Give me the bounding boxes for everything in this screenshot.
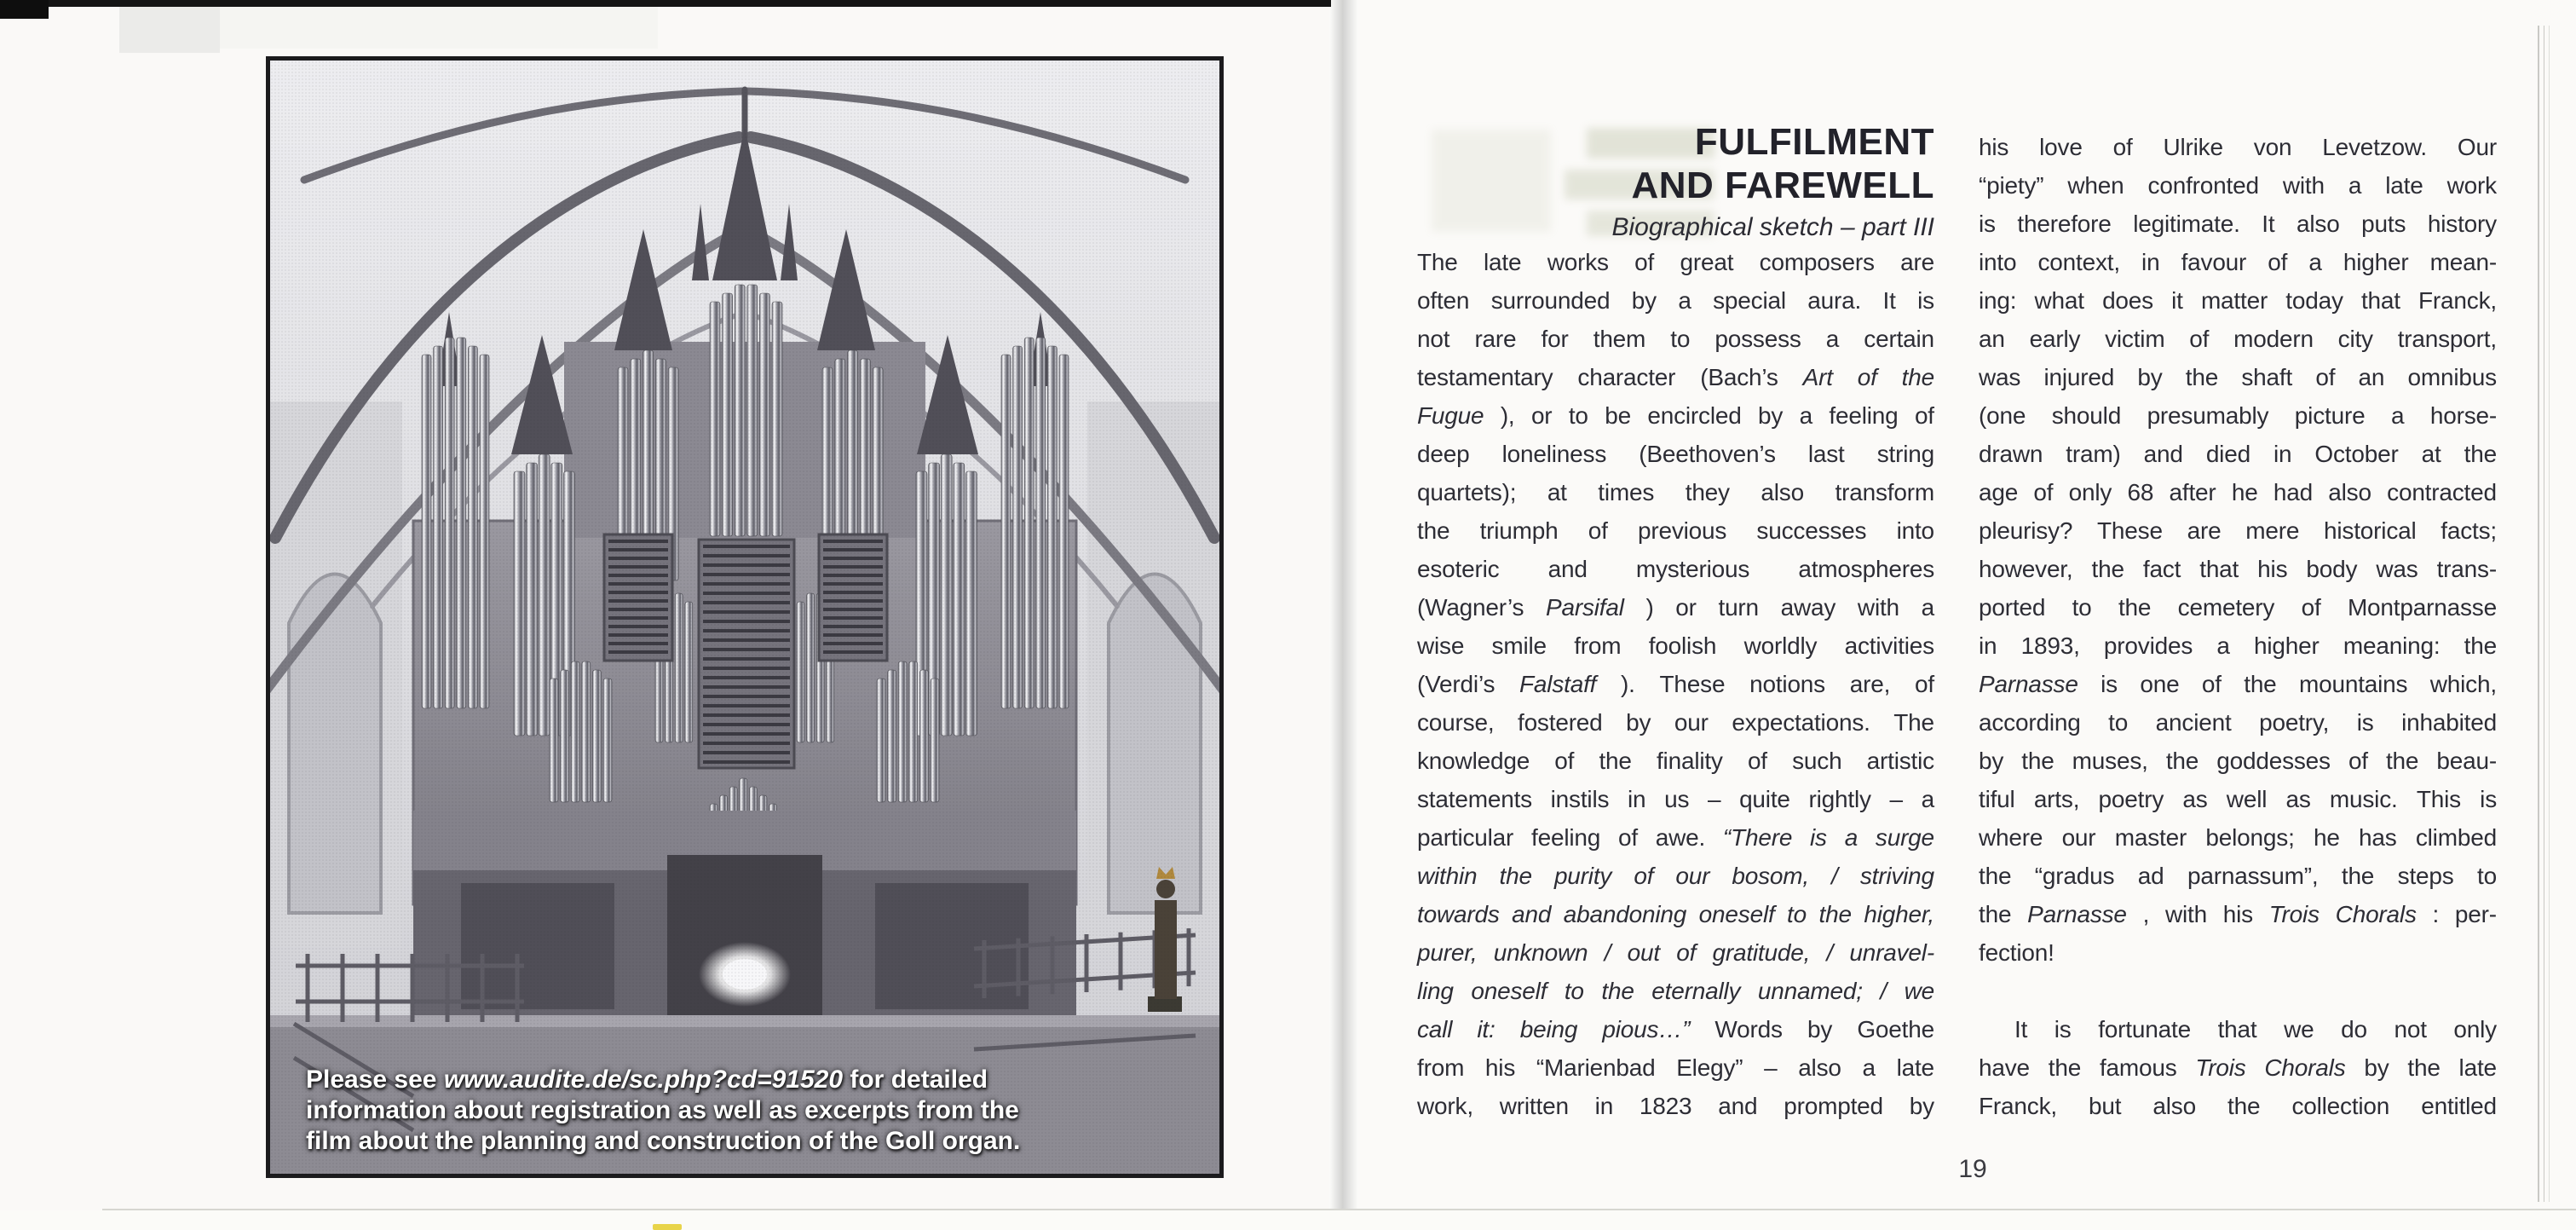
text-line: was injured by the shaft of an omnibus [1979,364,2497,390]
text-line: towards and abandoning oneself to the higher, [1417,901,1934,927]
text-line: often surrounded by a special aura. It is [1417,287,1934,314]
text-line: particular feeling of awe. “There is a surge [1417,824,1934,851]
text-line: call it: being pious…” Words by Goethe [1417,1016,1934,1042]
text-line: is therefore legitimate. It also puts history [1979,211,2497,237]
text-line: (Verdi’s Falstaff ). These notions are, of [1417,671,1934,697]
scan-top-corner [0,0,49,19]
text-line: have the famous Trois Chorals by the late [1979,1054,2497,1081]
text-line: by the muses, the goddesses of the beau- [1979,748,2497,774]
text-line: (one should presumably picture a horse- [1979,402,2497,429]
text-line [1979,972,2497,1010]
text-line: “piety” when confronted with a late work [1979,172,2497,199]
text-line: Franck, but also the collection entitled [1979,1093,2497,1119]
article-subtitle: Biographical sketch – part III [1611,213,1934,241]
page-number: 19 [1958,1155,1987,1183]
text-line: within the purity of our bosom, / striving [1417,863,1934,889]
text-line: from his “Marienbad Elegy” – also a late [1417,1054,1934,1081]
text-line: however, the fact that his body was trans- [1979,556,2497,582]
text-line: an early victim of modern city transport, [1979,326,2497,352]
text-line: the Parnasse , with his Trois Chorals : per- [1979,901,2497,927]
text-line: work, written in 1823 and prompted by [1417,1093,1934,1119]
text-line: The late works of great composers are [1417,249,1934,275]
text-line: quartets); at times they also transform [1417,479,1934,505]
text-line: age of only 68 after he had also contracted [1979,479,2497,505]
text-line: testamentary character (Bach’s Art of the [1417,364,1934,390]
organ-photo-art [270,61,1219,1174]
text-line: the triumph of previous successes into [1417,517,1934,544]
text-line: where our master belongs; he has climbed [1979,824,2497,851]
text-line: in 1893, provides a higher meaning: the [1979,632,2497,659]
page-gutter-shadow [1329,0,1358,1230]
scan-band-lighter [220,0,658,49]
scan-band-light [119,0,220,53]
organ-photo [266,56,1224,1178]
text-line: not rare for them to possess a certain [1417,326,1934,352]
text-line: ported to the cemetery of Montparnasse [1979,594,2497,621]
page-edge-streak [2538,26,2539,1202]
text-column-1 [1417,243,1934,1125]
scan-top-edge [0,0,1331,7]
text-line: wise smile from foolish worldly activities [1417,632,1934,659]
text-line: It is fortunate that we do not only [2014,1016,2497,1042]
text-line: drawn tram) and died in October at the [1979,441,2497,467]
article-title-line1: FULFILMENT [1694,121,1934,163]
text-line: Fugue ), or to be encircled by a feeling of [1417,402,1934,429]
text-line: course, fostered by our expectations. The [1417,709,1934,736]
text-line: esoteric and mysterious atmospheres [1417,556,1934,582]
page-edge-streak [2549,26,2550,1202]
article-title-line2: AND FAREWELL [1631,165,1934,206]
text-line: ing: what does it matter today that Franck, [1979,287,2497,314]
text-line: tiful arts, poetry as well as music. This is [1979,786,2497,812]
text-line: his love of Ulrike von Levetzow. Our [1979,134,2497,160]
caption-line: Please see www.audite.de/sc.php?cd=91520 for detailed [306,1065,988,1094]
caption-line: film about the planning and construction of the Goll organ. [306,1127,1021,1155]
text-line: Parnasse is one of the mountains which, [1979,671,2497,697]
text-column-2 [1979,128,2497,1125]
text-line: pleurisy? These are mere historical facts; [1979,517,2497,544]
text-line: according to ancient poetry, is inhabited [1979,709,2497,736]
photo-caption [306,1065,1158,1157]
text-line: the “gradus ad parnassum”, the steps to [1979,863,2497,889]
text-line: statements instils in us – quite rightly – a [1417,786,1934,812]
text-line: knowledge of the finality of such artistic [1417,748,1934,774]
text-line: deep loneliness (Beethoven’s last string [1417,441,1934,467]
text-line: purer, unknown / out of gratitude, / unravel- [1417,939,1934,966]
text-line: ling oneself to the eternally unnamed; / we [1417,978,1934,1004]
lamp [723,959,767,990]
text-line: into context, in favour of a higher mean- [1979,249,2497,275]
article-title-block [1417,120,1934,245]
caption-line: information about registration as well as excerpts from the [306,1096,1019,1124]
below-page-area [0,1210,2576,1230]
text-line: fection! [1979,939,2054,966]
yellow-mark [653,1224,682,1230]
text-line: (Wagner’s Parsifal ) or turn away with a [1417,594,1934,621]
